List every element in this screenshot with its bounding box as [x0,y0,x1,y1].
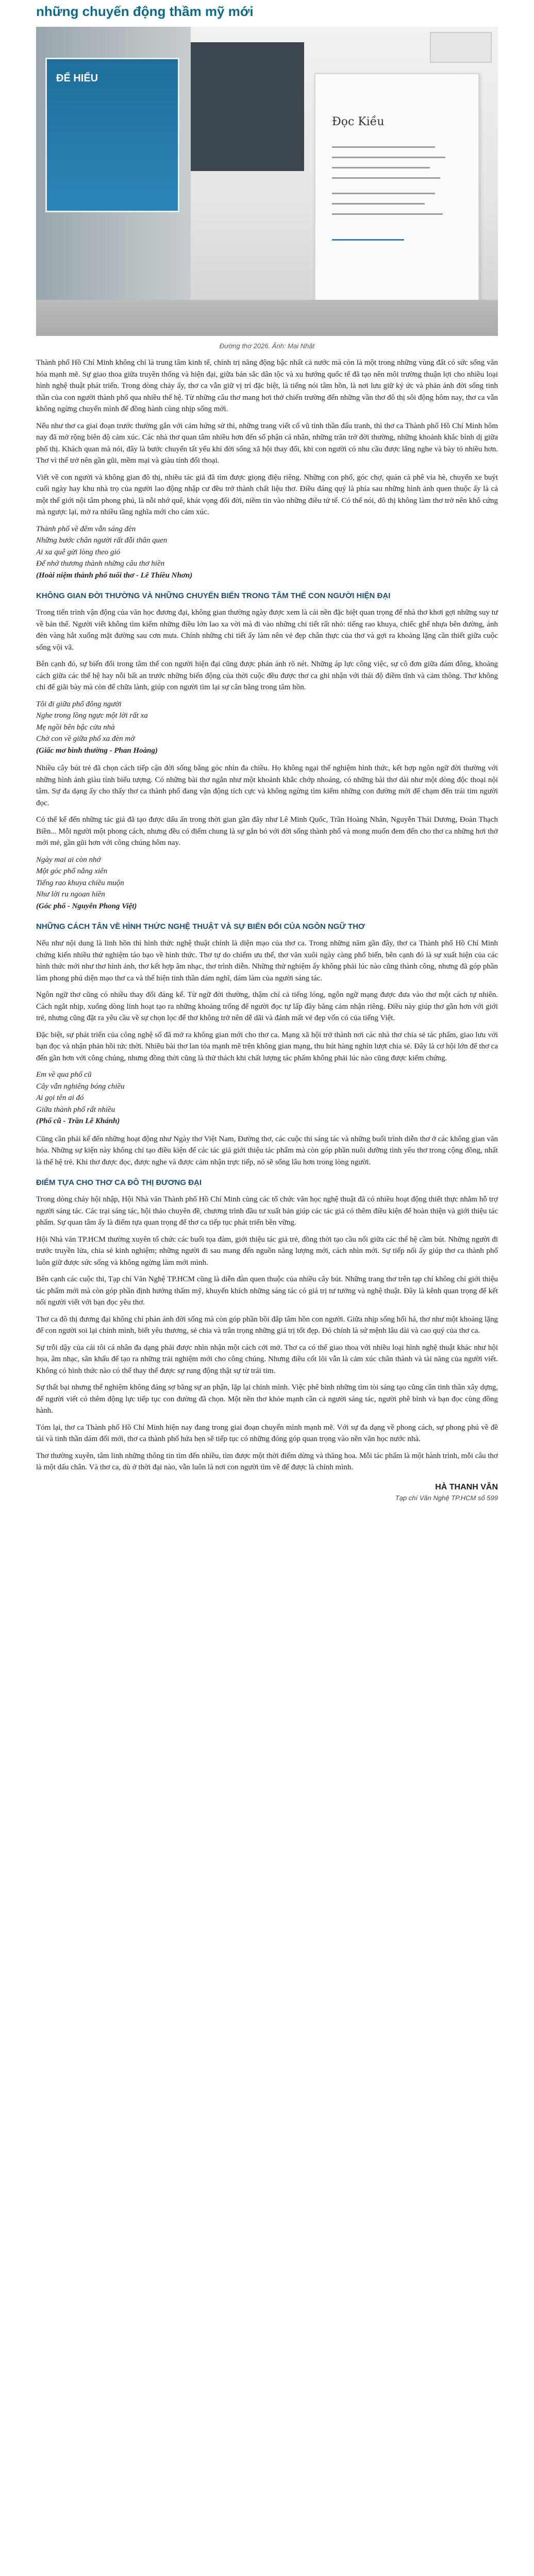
paragraph: Thành phố Hồ Chí Minh không chỉ là trung tâm kinh tế, chính trị năng động bậc nhất cả nước mà còn là một trong những vùng đất có sức sống văn hóa mạnh mẽ. Sự giao thoa giữa truyền thống và hiện đại, giữa bản sắc dân tộc và xu hướng quốc tế đã tạo nên môi trường thuận lợi cho nhiều loại hình nghệ thuật phát triển. Trong dòng chảy ấy, thơ ca vẫn giữ vị trí đặc biệt, là tiếng nói tâm hồn, là nơi lưu giữ ký ức và phản ánh đời sống tinh thần của con người thành phố qua nhiều thế hệ. Từ những câu thơ mang hơi thở chiến trường đến những vần thơ đô thị sôi động hôm nay, thơ ca vẫn không ngừng chuyển mình để đồng hành cùng nhịp sống mới. [36,359,498,413]
author-name: HÀ THANH VÂN [435,1482,498,1492]
publication-note: Tạp chí Văn Nghệ TP.HCM số 599 [395,1494,498,1502]
paragraph: Sự thất bại nhưng thể nghiệm không đáng sợ bằng sự an phận, lặp lại chính mình. Việc phê bình những tìm tòi sáng tạo cũng cần tinh thần xây dựng, để người viết có thêm động lực tiếp tục con đường đã chọn. Một nền thơ khỏe mạnh cần cả người sáng tác, người phê bình và bạn đọc cùng đồng hành. [36,1383,498,1415]
poem-line: Như lời ru ngoan hiền [36,890,105,899]
poem-line: Tôi đi giữa phố đông người [36,700,122,708]
paragraph: Nếu như thơ ca giai đoạn trước thường gắn với cảm hứng sử thi, những trang viết cổ vũ tinh thần đấu tranh, thì thơ ca Thành phố Hồ Chí Minh hôm nay đã mở rộng biên độ cảm xúc. Các nhà thơ quan tâm nhiều hơn đến số phận cá nhân, những trăn trở đời thường, những khoảnh khắc bình dị giữa phố thị. Khách quan mà nói, đây là bước chuyển tất yếu khi đời sống xã hội thay đổi, khi con người có nhu cầu được lắng nghe và bày tỏ nhiều hơn. Thơ vì thế trở nên gần gũi, mềm mại và giàu tính đối thoại. [36,421,498,465]
paragraph: Bên cạnh đó, sự biến đổi trong tâm thế con người hiện đại cũng được phản ánh rõ nét. Những áp lực công việc, sự cô đơn giữa đám đông, khoảng cách giữa các thế hệ hay nỗi bất an trước những biến động của thời cuộc đều được thơ ca ghi nhận với thái độ điềm tĩnh và cảm thông. Thơ không chỉ để giãi bày mà còn để chữa lành, giúp con người tìm lại sự cân bằng trong tâm hồn. [36,660,498,691]
poem-line: Một góc phố nắng xiên [36,867,108,875]
poem-quote [36,523,498,582]
poem-line: Nghe trong lồng ngực một lời rất xa [36,711,148,720]
photo-caption: Đường thơ 2026. Ảnh: Mai Nhật [219,342,315,350]
poem-line: Thành phố về đêm vẫn sáng đèn [36,524,136,533]
poem-source: (Giấc mơ bình thường - Phan Hoàng) [36,746,158,755]
paragraph: Thơ thường xuyên, tâm linh những thông tin tìm đến nhiều, tìm được một thời điểm dừng và thăng hoa. Mỗi tác phẩm là một hành trình, mỗi câu thơ là một dấu chân. Và thơ ca, dù ở thời đại nào, vẫn luôn là nơi con người tìm về để được là chính mình. [36,1451,498,1471]
article-signature [0,1479,534,1502]
panel-title: Đọc Kiều [332,115,385,128]
poem-line: Tiếng rao khuya chiều muộn [36,878,124,887]
poem-line: Những bước chân người rất đỗi thân quen [36,536,168,545]
poem-line: Ai gọi tên ai đó [36,1094,84,1102]
section-heading: NHỮNG CÁCH TÂN VỀ HÌNH THỨC NGHỆ THUẬT VÀ SỰ BIẾN ĐỔI CỦA NGÔN NGỮ THƠ [36,922,365,931]
poem-source: (Phố cũ - Trần Lê Khánh) [36,1117,120,1125]
poem-line: Mẹ ngồi bên bậc cửa nhà [36,723,115,732]
paragraph: Có thể kể đến những tác giả đã tạo được dấu ấn trong thời gian gần đây như Lê Minh Quốc, Trần Hoàng Nhân, Nguyễn Thái Dương, Đoàn Thạch Biền... Mỗi người một phong cách, nhưng đều có điểm chung là sự gắn bó với đời sống thành phố và mong muốn đem đến cho thơ ca những hơi thở mới mẻ, gần gũi hơn với công chúng hôm nay. [36,816,498,847]
paragraph: Sự trỗi dậy của cái tôi cá nhân đa dạng phải được nhìn nhận một cách cởi mở. Thơ ca có thể giao thoa với nhiều loại hình nghệ thuật khác như hội họa, âm nhạc, sân khấu để tạo ra những trải nghiệm mới cho công chúng. Nhưng điều cốt lõi vẫn là cảm xúc chân thành và tài năng của người viết. Không có hình thức nào có thể thay thế được sự rung động thật sự từ trái tim. [36,1343,498,1375]
banner-text: ĐỂ HIỂU [56,73,98,84]
paragraph: Nhiều cây bút trẻ đã chọn cách tiếp cận đời sống bằng góc nhìn đa chiều. Họ không ngại thể nghiệm hình thức, kết hợp ngôn ngữ đời thường với những hình ảnh giàu tính biểu tượng. Có những bài thơ ngắn như một khoảnh khắc chớp nhoáng, có những bài thơ dài như một dòng độc thoại nội tâm. Sự đa dạng ấy cho thấy thơ ca thành phố đang vận động tích cực và không ngừng tìm kiếm những con đường mới để chạm đến trái tim người đọc. [36,764,498,807]
poem-line: Để nhớ thương thành những câu thơ hiền [36,560,165,568]
photo-banner [45,58,179,212]
paragraph: Cũng cần phải kể đến những hoạt động như Ngày thơ Việt Nam, Đường thơ, các cuộc thi sáng tác và những buổi trình diễn thơ ở các không gian văn hóa. Những sự kiện này không chỉ tạo điều kiện để các tác giả giới thiệu tác phẩm mà còn góp phần nuôi dưỡng tình yêu thơ trong cộng đồng, nhất là thế hệ trẻ. Khi thơ được đọc, được nghe và được cảm nhận trực tiếp, nó sẽ sống lâu hơn trong lòng người. [36,1134,498,1166]
poem-quote [36,699,498,757]
paragraph: Bên cạnh các cuộc thi, Tạp chí Văn Nghệ TP.HCM cũng là diễn đàn quen thuộc của nhiều cây bút. Những trang thơ trên tạp chí không chỉ giới thiệu tác phẩm mới mà còn góp phần định hướng thẩm mỹ, khuyến khích những sáng tác có giá trị tư tưởng và nghệ thuật. Đây là kênh quan trọng để kết nối người viết với bạn đọc yêu thơ. [36,1275,498,1307]
paragraph: Nếu như nội dung là linh hồn thì hình thức nghệ thuật chính là diện mạo của thơ ca. Trong những năm gần đây, thơ ca Thành phố Hồ Chí Minh chứng kiến nhiều thử nghiệm táo bạo về hình thức. Thơ tự do chiếm ưu thế, thơ văn xuôi ngày càng phổ biến, bên cạnh đó là sự xuất hiện của các hình thức mới như thơ hình ảnh, thơ kết hợp âm nhạc, thơ trình diễn. Những thử nghiệm ấy không phải lúc nào cũng thành công, nhưng đã góp phần làm phong phú diện mạo thơ ca và thể hiện tinh thần dám nghĩ, dám làm của người sáng tác. [36,939,498,982]
poem-line: Cây vẫn nghiêng bóng chiều [36,1082,125,1091]
poem-line: Giữa thành phố rất nhiều [36,1105,115,1114]
poem-source: (Góc phố - Nguyễn Phong Việt) [36,902,137,910]
poem-quote [36,854,498,912]
article-body [0,357,534,1473]
paragraph: Hội Nhà văn TP.HCM thường xuyên tổ chức các buổi tọa đàm, giới thiệu tác giả trẻ, đồng thời tạo cầu nối giữa các thế hệ cầm bút. Những người đi trước truyền lửa, chia sẻ kinh nghiệm; những người đi sau mang đến nguồn năng lượng mới, cách nhìn mới. Sự tiếp nối ấy giúp thơ ca thành phố luôn giữ được sức sống và không ngừng làm mới mình. [36,1235,498,1267]
poem-source: (Hoài niệm thành phố tuổi thơ - Lê Thiều Nhơn) [36,571,193,580]
headline-fragment: những chuyến động thầm mỹ mới [36,4,254,19]
section-heading: KHÔNG GIAN ĐỜI THƯỜNG VÀ NHỮNG CHUYẾN BIẾN TRONG TÂM THẾ CON NGƯỜI HIỆN ĐẠI [36,591,391,600]
paragraph: Đặc biệt, sự phát triển của công nghệ số đã mở ra không gian mới cho thơ ca. Mạng xã hội trở thành nơi các nhà thơ chia sẻ tác phẩm, giao lưu với bạn đọc và nhận phản hồi tức thời. Nhiều bài thơ lan tỏa mạnh mẽ trên không gian mạng, thu hút hàng nghìn lượt chia sẻ. Đây là cơ hội lớn để thơ ca đến gần hơn với công chúng, nhưng đồng thời cũng là thử thách khi chất lượng tác phẩm không phải lúc nào cũng được kiểm chứng. [36,1030,498,1062]
paragraph: Thơ ca đô thị đương đại không chỉ phản ánh đời sống mà còn góp phần bồi đắp tâm hồn con người. Giữa nhịp sống hối hả, thơ như một khoảng lặng để con người soi lại chính mình, biết yêu thương, sẻ chia và trân trọng những giá trị tốt đẹp. Đó chính là sứ mệnh lâu dài và cao quý của thơ ca. [36,1315,498,1335]
paragraph: Trong dòng chảy hội nhập, Hội Nhà văn Thành phố Hồ Chí Minh cùng các tổ chức văn học nghệ thuật đã có nhiều hoạt động thiết thực nhằm hỗ trợ người sáng tác. Các trại sáng tác, hội thảo chuyên đề, chương trình đầu tư xuất bản giúp các tác giả có thêm điều kiện để hoàn thiện và giới thiệu tác phẩm. Sự quan tâm ấy là điểm tựa quan trọng để thơ ca tiếp tục phát triển bền vững. [36,1195,498,1227]
hero-photo [36,27,498,336]
paragraph: Trong tiến trình vận động của văn học đương đại, không gian thường ngày được xem là cái nền đặc biệt quan trọng để nhà thơ khơi gợi những suy tư về bản thể. Người viết không tìm kiếm những điều lớn lao xa vời mà đi vào những chi tiết rất nhỏ: tiếng rao khuya, chiếc ghế nhựa bên đường, ánh đèn vàng hắt xuống mặt đường sau cơn mưa. Chính những chi tiết ấy làm nên vẻ đẹp chân thực của thơ và gợi ra khoảng lặng cần thiết giữa cuộc sống vội vã. [36,608,498,652]
section-heading: ĐIỂM TỰA CHO THƠ CA ĐÔ THỊ ĐƯƠNG ĐẠI [36,1178,202,1187]
poem-panel [314,73,479,320]
poem-quote [36,1069,498,1127]
paragraph: Viết về con người và không gian đô thị, nhiều tác giả đã tìm được giọng điệu riêng. Những con phố, góc chợ, quán cà phê vỉa hè, chuyến xe buýt cuối ngày hay khu nhà trọ của người lao động nhập cư đều trở thành chất liệu thơ. Điều đáng quý là phía sau những hình ảnh quen thuộc ấy là cả một thế giới nội tâm phong phú, là nỗi nhớ quê, khát vọng đổi đời, niềm tin vào những điều tử tế. Có thể nói, đô thị không làm thơ trở nên khô cứng mà ngược lại, mở ra nhiều tầng nghĩa mới cho cảm xúc. [36,473,498,516]
poem-line: Em về qua phố cũ [36,1071,92,1079]
paragraph: Ngôn ngữ thơ cũng có nhiều thay đổi đáng kể. Từ ngữ đời thường, thậm chí cả tiếng lóng, ngôn ngữ mạng được đưa vào thơ một cách tự nhiên. Cách ngắt nhịp, xuống dòng linh hoạt tạo ra những khoảng trống để người đọc tự lấp đầy bằng cảm nhận riêng. Điều này giúp thơ gần hơn với giới trẻ, nhưng cũng đặt ra yêu cầu về sự chọn lọc để thơ không trở nên dễ dãi và đánh mất vẻ đẹp vốn có của tiếng Việt. [36,991,498,1022]
poem-line: Ngày mai ai còn nhớ [36,855,101,864]
poem-line: Ai xa quê gửi lòng theo gió [36,548,121,556]
paragraph: Tóm lại, thơ ca Thành phố Hồ Chí Minh hiện nay đang trong giai đoạn chuyển mình mạnh mẽ. Với sự đa dạng về phong cách, sự phong phú về đề tài và tinh thần dám đổi mới, thơ ca thành phố hứa hẹn sẽ tiếp tục có những đóng góp quan trọng vào nền văn học nước nhà. [36,1423,498,1443]
poem-line: Chờ con về giữa phố xa đèn mờ [36,735,135,743]
